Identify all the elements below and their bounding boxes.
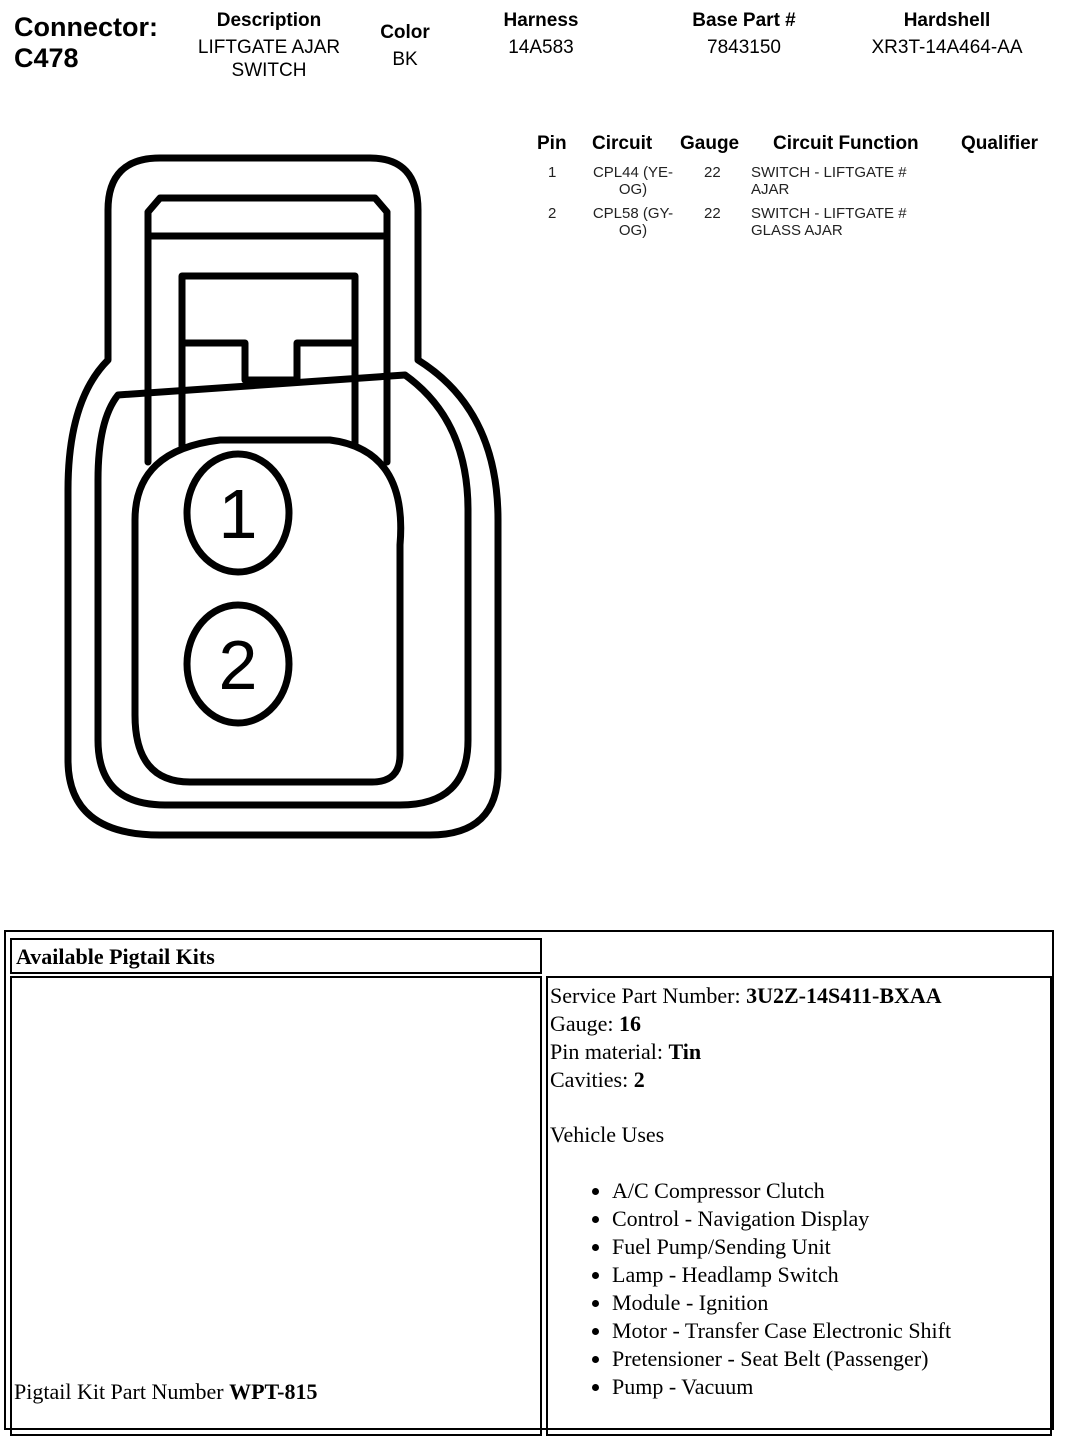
function-line: SWITCH - LIFTGATE # (751, 205, 907, 222)
connector-outer-shell (68, 158, 498, 835)
gauge-label: Gauge: (550, 1011, 620, 1036)
gauge-line (550, 1010, 1048, 1038)
qualifier-header: Qualifier (961, 133, 1039, 154)
kit-part-value: WPT-815 (229, 1379, 318, 1404)
description-line2: SWITCH (231, 60, 307, 81)
cavities-value: 2 (633, 1067, 645, 1092)
harness-value: 14A583 (508, 37, 574, 58)
gauge-value: 16 (619, 1011, 642, 1036)
service-part-number (550, 982, 1048, 1010)
description-label: Description (216, 10, 322, 31)
harness-column (470, 9, 612, 59)
pin-material-line (550, 1038, 1048, 1066)
latch-window (182, 276, 355, 446)
vehicle-uses-label: Vehicle Uses (550, 1122, 665, 1147)
vehicle-uses-list (550, 1177, 1048, 1401)
color-column (360, 21, 450, 71)
connector-face-diagram (60, 130, 520, 850)
gauge-header: Gauge (680, 133, 740, 154)
function-cell (751, 164, 907, 198)
circuit-cell (578, 205, 688, 239)
color-label: Color (380, 22, 430, 43)
pin-carrier (135, 440, 401, 782)
function-header: Circuit Function (773, 133, 919, 154)
base-part-label: Base Part # (692, 10, 796, 31)
base-part-value: 7843150 (707, 37, 781, 58)
connector-id: C478 (14, 43, 79, 73)
list-item: • Control - Navigation Display (612, 1205, 1048, 1233)
list-item: • Fuel Pump/Sending Unit (612, 1233, 1048, 1261)
circuit-line: CPL44 (YE- (592, 164, 674, 181)
pin-header: Pin (537, 133, 567, 154)
connector-title (14, 12, 158, 74)
pin-cell: 2 (548, 205, 557, 222)
circuit-header: Circuit (592, 133, 653, 154)
list-item: • Pump - Vacuum (612, 1373, 1048, 1401)
hardshell-column (850, 9, 1044, 59)
latch-tab (182, 343, 355, 380)
cavities-label: Cavities: (550, 1067, 634, 1092)
service-part-label: Service Part Number: (550, 983, 747, 1008)
pigtail-kits-title: Available Pigtail Kits (10, 938, 542, 974)
circuit-cell (578, 164, 688, 198)
hardshell-value: XR3T-14A464-AA (871, 37, 1023, 58)
list-item: • Lamp - Headlamp Switch (612, 1261, 1048, 1289)
pin-2-label: 2 (218, 626, 258, 704)
pin-cell: 1 (548, 164, 557, 181)
kit-part-number (14, 1378, 318, 1406)
list-item: • A/C Compressor Clutch (612, 1177, 1048, 1205)
gauge-cell: 22 (704, 205, 721, 222)
cavities-line (550, 1066, 1048, 1094)
circuit-line: CPL58 (GY- (592, 205, 674, 222)
circuit-line: OG) (618, 222, 648, 239)
service-part-value: 3U2Z-14S411-BXAA (746, 983, 942, 1008)
hardshell-label: Hardshell (903, 10, 991, 31)
function-line: SWITCH - LIFTGATE # (751, 164, 907, 181)
gauge-cell: 22 (704, 164, 721, 181)
pin-material-value: Tin (668, 1039, 702, 1064)
function-line: GLASS AJAR (751, 222, 843, 239)
pigtail-kits-panel (4, 930, 1054, 1430)
kit-part-label: Pigtail Kit Part Number (14, 1379, 230, 1404)
pin-material-label: Pin material: (550, 1039, 669, 1064)
connector-label: Connector: (14, 12, 158, 42)
description-column (178, 9, 360, 82)
function-cell (751, 205, 907, 239)
description-line1: LIFTGATE AJAR (197, 37, 341, 58)
pigtail-details-cell (546, 976, 1052, 1436)
function-line: AJAR (751, 181, 790, 198)
harness-label: Harness (503, 10, 579, 31)
list-item: • Module - Ignition (612, 1289, 1048, 1317)
pigtail-image-cell (10, 976, 542, 1436)
pin-1-label: 1 (218, 475, 258, 553)
circuit-line: OG) (618, 181, 648, 198)
color-value: BK (392, 49, 418, 70)
base-part-column (664, 9, 824, 59)
list-item: • Pretensioner - Seat Belt (Passenger) (612, 1345, 1048, 1373)
list-item: • Motor - Transfer Case Electronic Shift (612, 1317, 1048, 1345)
